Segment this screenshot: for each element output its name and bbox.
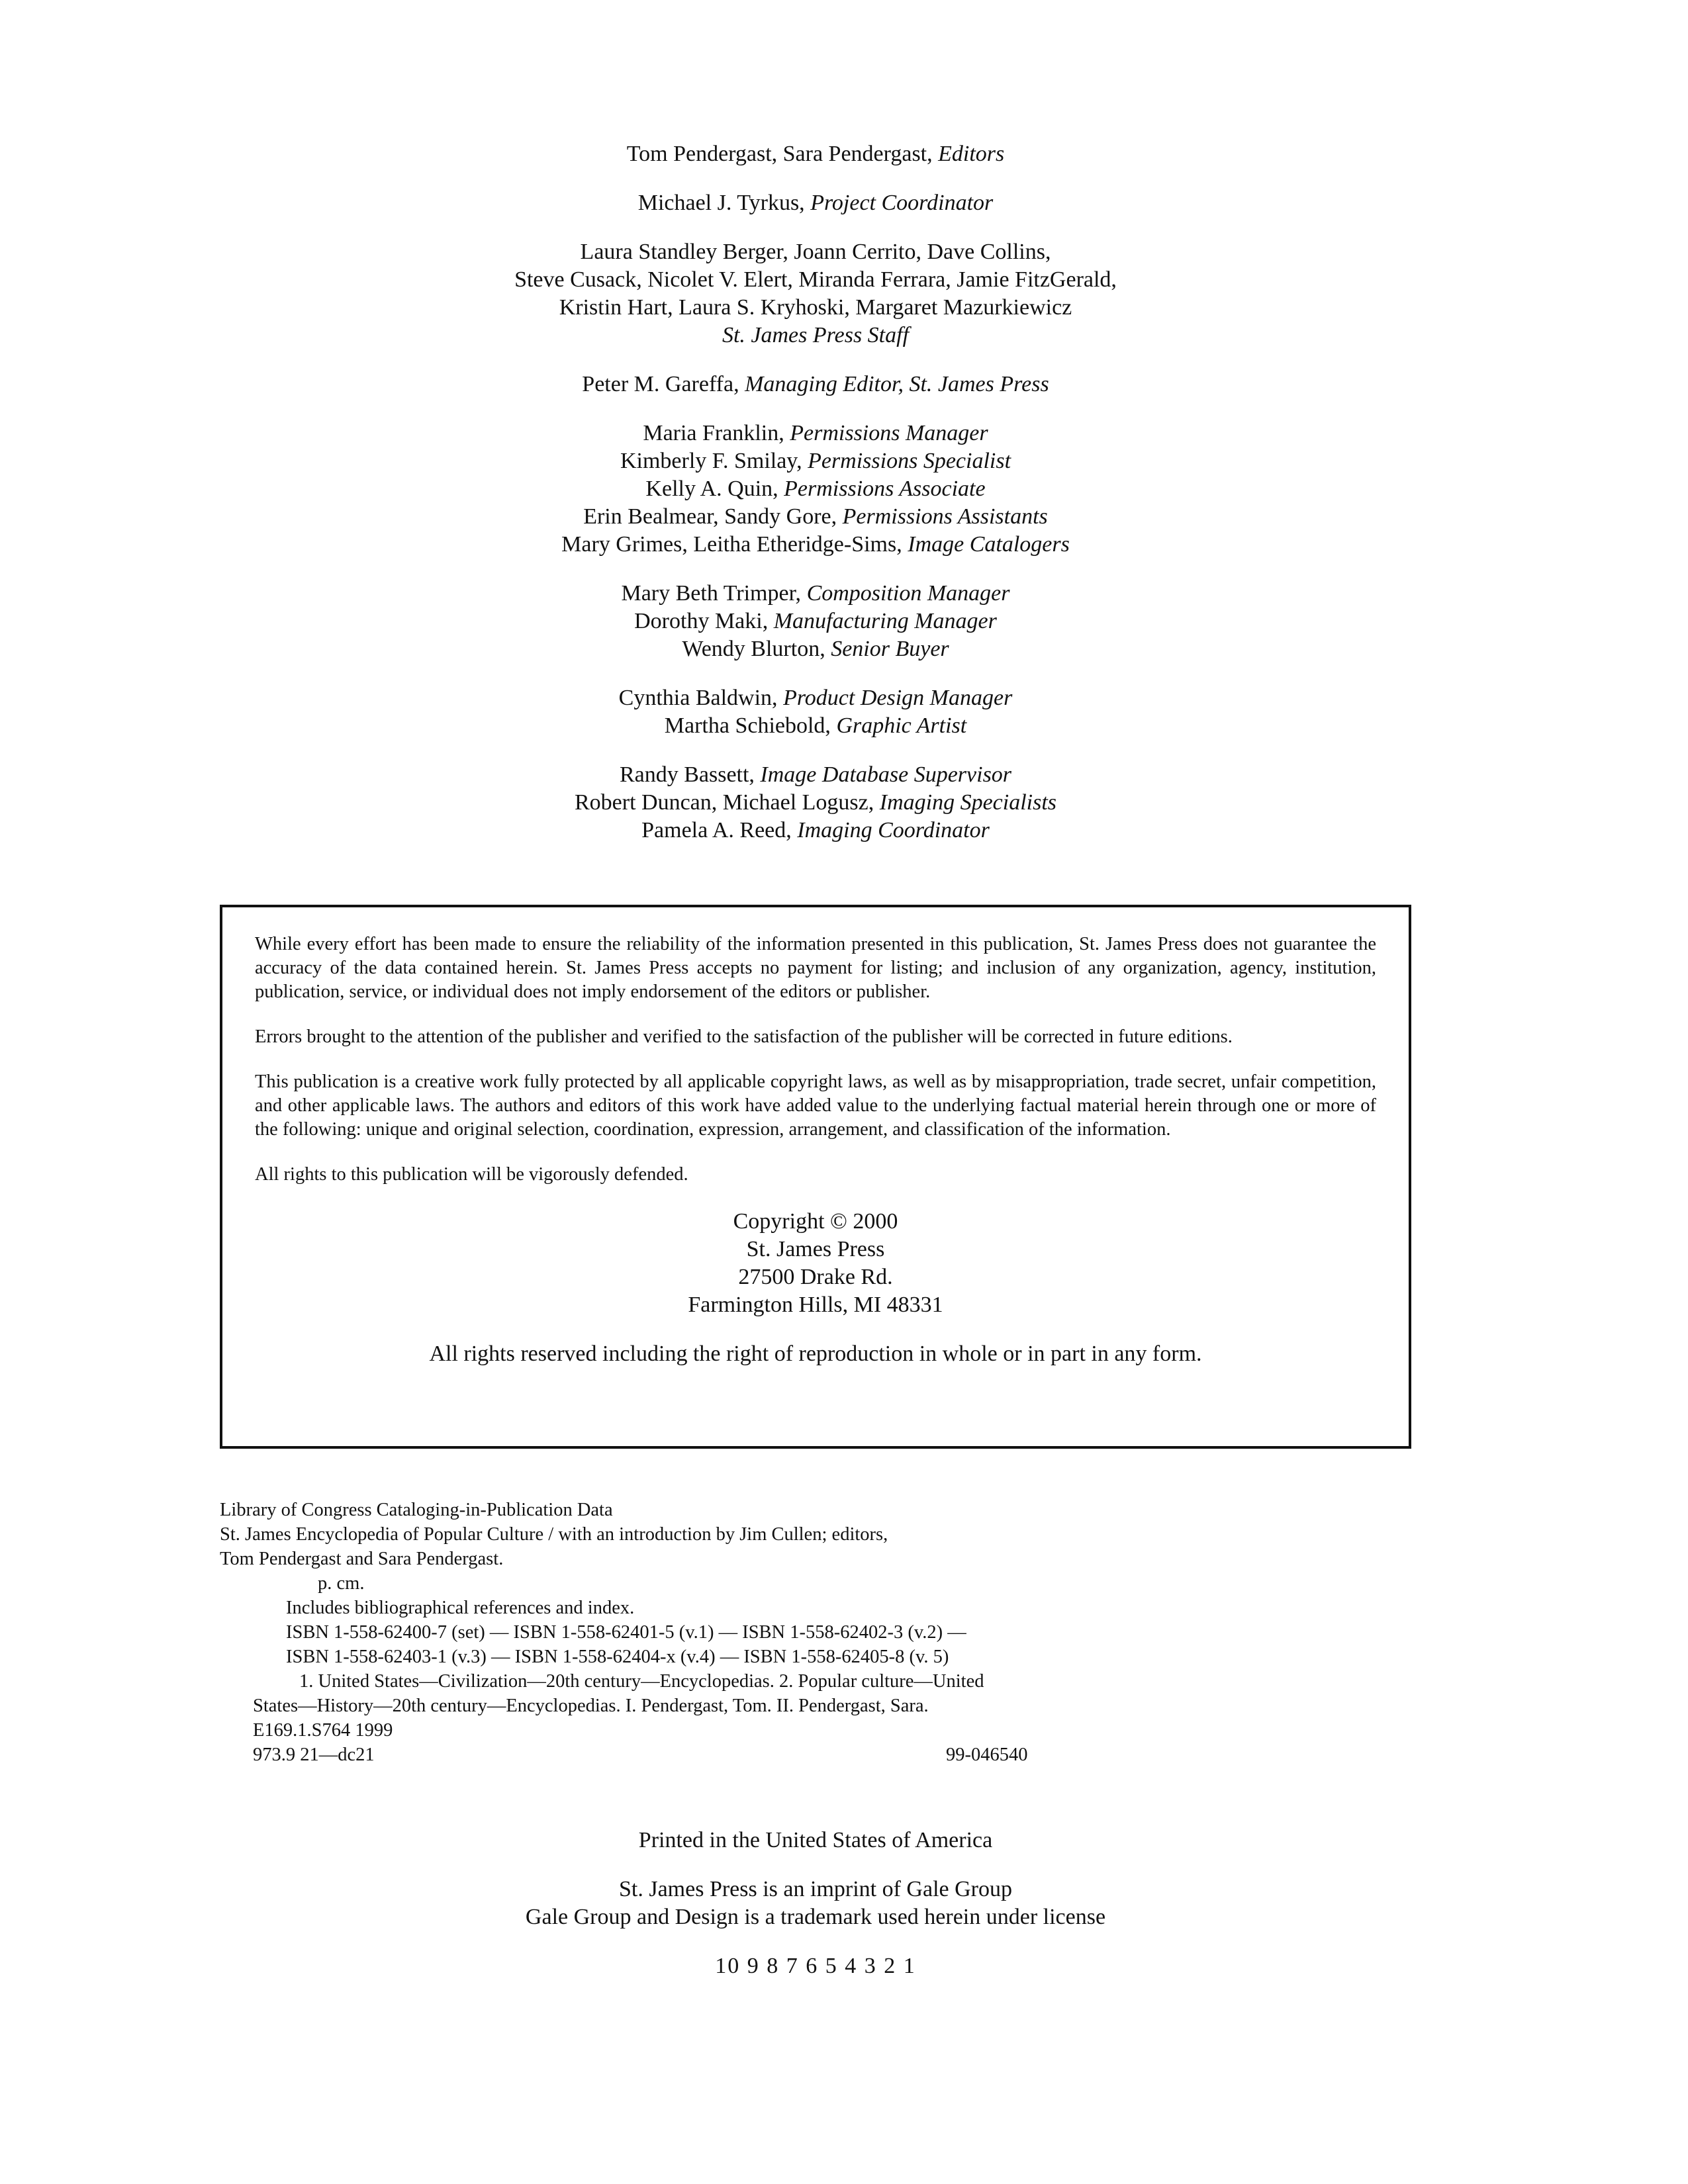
credit-names: Kelly A. Quin, [645,477,784,501]
credit-line [0,531,1631,559]
cip-classification-row [220,1743,1080,1767]
legal-notice-box [220,905,1411,1449]
credit-project-coordinator [0,189,1631,217]
credit-line [0,789,1631,817]
imprint-line: St. James Press is an imprint of Gale Group [619,1877,1012,1901]
credit-role: Project Coordinator [810,191,994,215]
credit-names: Martha Schiebold, [664,713,837,738]
credit-role: Graphic Artist [836,713,967,738]
credit-role: Permissions Specialist [808,449,1011,473]
credit-line [0,420,1631,447]
copyright-line: Copyright © 2000 [733,1209,898,1234]
credit-line [0,140,1631,168]
publisher-street: 27500 Drake Rd. [738,1265,893,1289]
cip-title: Tom Pendergast and Sara Pendergast. [220,1549,504,1569]
credit-names: Steve Cusack, Nicolet V. Elert, Miranda Ferrara, Jamie FitzGerald, [514,267,1117,292]
credit-line [0,684,1631,712]
credit-names: Mary Grimes, Leitha Etheridge-Sims, [561,532,908,557]
credit-press-staff [0,238,1631,349]
credit-line [0,447,1631,475]
credit-role: Permissions Assistants [842,504,1048,529]
cip-dewey: 973.9 21—dc21 [253,1745,375,1765]
credit-names: Dorothy Maki, [634,609,774,633]
credits-list [0,140,1631,866]
trademark-line: Gale Group and Design is a trademark used herein under license [525,1905,1106,1929]
credit-role: St. James Press Staff [722,323,910,347]
credit-names: Peter M. Gareffa, [582,372,745,396]
credit-role: Managing Editor, St. James Press [745,372,1049,396]
publisher-name: St. James Press [746,1237,885,1261]
credit-line [0,475,1631,503]
printed-in: Printed in the United States of America [638,1828,993,1852]
credit-names: Mary Beth Trimper, [621,581,807,606]
credit-managing-editor [0,371,1631,398]
rights-reserved: All rights reserved including the right of reproduction in whole or in part in any form. [429,1342,1202,1366]
printing-number-line: 10 9 8 7 6 5 4 3 2 1 [715,1954,916,1978]
credit-line [0,761,1631,789]
publisher-city: Farmington Hills, MI 48331 [688,1293,943,1317]
cip-isbn: ISBN 1-558-62400-7 (set) — ISBN 1-558-62401-5 (v.1) — ISBN 1-558-62402-3 (v.2) — [286,1622,966,1643]
credit-role: Senior Buyer [831,637,949,661]
credit-role: Product Design Manager [783,686,1013,710]
credit-line [0,580,1631,608]
cip-lc-class: E169.1.S764 1999 [253,1720,393,1741]
cataloging-data [220,1498,1080,1767]
credit-role: Imaging Specialists [879,790,1057,815]
credit-names: Maria Franklin, [643,421,790,445]
credit-line [0,371,1631,398]
credit-names: Randy Bassett, [619,762,761,787]
cip-subjects: 1. United States—Civilization—20th century—Encyclopedias. 2. Popular culture—United [299,1671,984,1692]
credit-names: Pamela A. Reed, [641,818,798,842]
cip-pages: p. cm. [318,1573,365,1594]
credit-line [0,635,1631,663]
imprint-block [0,1876,1631,1931]
cip-includes: Includes bibliographical references and index. [286,1598,635,1618]
disclaimer-paragraph: While every effort has been made to ensure the reliability of the information presented in this publication, St. James Press does not guarantee the accuracy of the data contained herein. St. James Press accepts no payment for listing; and inclusion of any organization, agency, institution, publication, service, or individual does not imply endorsement of the editors or publisher. [255,934,1376,1002]
credit-line [0,608,1631,635]
credit-role: Image Catalogers [908,532,1070,557]
credit-imaging [0,761,1631,844]
credit-names: Michael J. Tyrkus, [637,191,811,215]
copyright-law-paragraph: This publication is a creative work fully protected by all applicable copyright laws, as well as by misappropriation, trade secret, unfair competition, and other applicable laws. The authors and editors of this work have added value to the underlying factual material herein through one or more of the following: unique and original selection, coordination, expression, arrangement, and classification of the information. [255,1071,1376,1140]
rights-defended-paragraph: All rights to this publication will be vigorously defended. [255,1164,688,1185]
credit-role: Permissions Associate [784,477,986,501]
printing-footer [0,1827,1631,1980]
credit-names: Tom Pendergast, Sara Pendergast, [626,142,939,166]
credit-role: Editors [938,142,1005,166]
credit-names: Kimberly F. Smilay, [620,449,808,473]
cip-title: St. James Encyclopedia of Popular Culture / with an introduction by Jim Cullen; editors, [220,1524,888,1545]
cip-isbn: ISBN 1-558-62403-1 (v.3) — ISBN 1-558-62404-x (v.4) — ISBN 1-558-62405-8 (v. 5) [286,1647,949,1667]
credit-names: Laura Standley Berger, Joann Cerrito, Dave Collins, [580,240,1051,264]
credit-line [0,712,1631,740]
credit-names: Robert Duncan, Michael Logusz, [574,790,880,815]
publisher-address [255,1208,1376,1319]
cip-lccn: 99-046540 [946,1745,1028,1765]
cip-heading: Library of Congress Cataloging-in-Publication Data [220,1500,613,1520]
credit-names: Kristin Hart, Laura S. Kryhoski, Margaret Mazurkiewicz [559,295,1072,320]
credit-line [0,189,1631,217]
credit-names: Cynthia Baldwin, [618,686,784,710]
credit-names: Wendy Blurton, [682,637,831,661]
cip-subjects: States—History—20th century—Encyclopedias. I. Pendergast, Tom. II. Pendergast, Sara. [253,1696,929,1716]
credit-role: Manufacturing Manager [773,609,997,633]
credit-manufacturing [0,580,1631,663]
credit-design [0,684,1631,740]
credit-permissions [0,420,1631,559]
credit-editors [0,140,1631,168]
credit-role: Imaging Coordinator [797,818,990,842]
credit-names: Erin Bealmear, Sandy Gore, [583,504,843,529]
errors-paragraph: Errors brought to the attention of the publisher and verified to the satisfaction of the publisher will be corrected in future editions. [255,1026,1233,1047]
credit-role: Image Database Supervisor [760,762,1012,787]
credit-role: Composition Manager [806,581,1010,606]
credit-role: Permissions Manager [790,421,988,445]
credit-line [0,503,1631,531]
credit-line [0,817,1631,844]
